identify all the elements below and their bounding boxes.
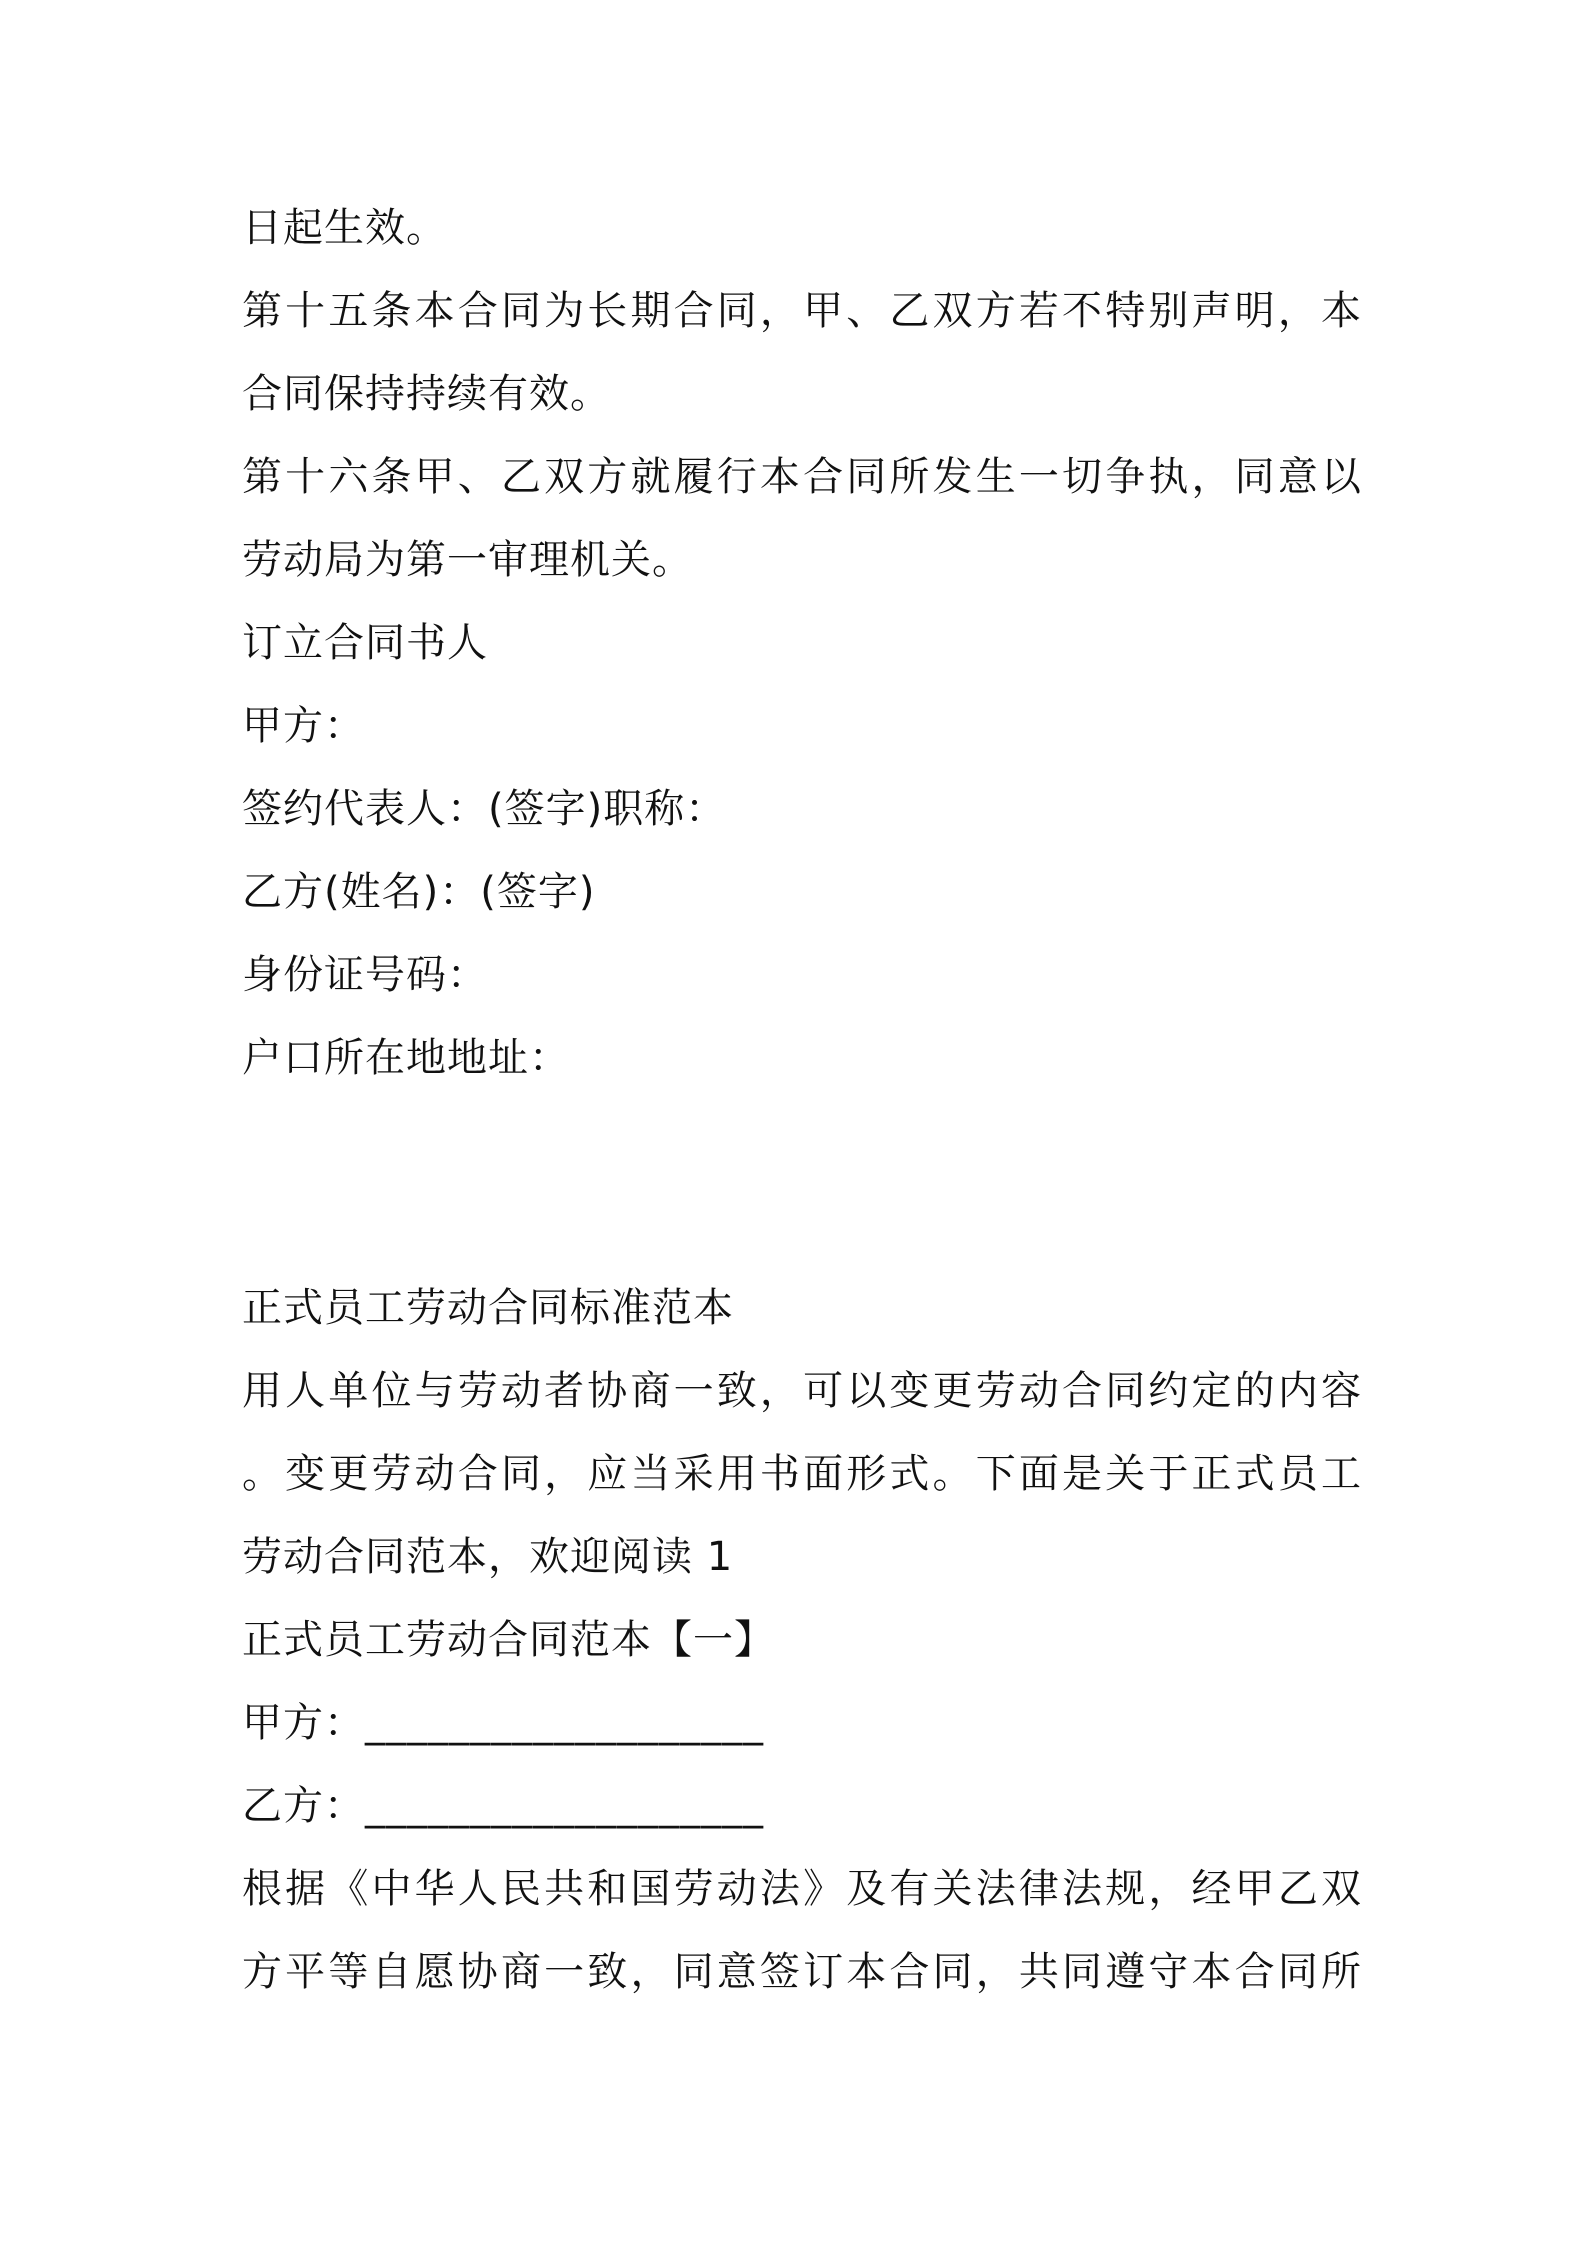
text-line-article-15: 第十五条本合同为长期合同，甲、乙双方若不特别声明，本 bbox=[242, 288, 1362, 334]
text-line-party-b-blank: 乙方：___________________ bbox=[242, 1783, 764, 1829]
text-line-party-a-blank: 甲方：___________________ bbox=[242, 1700, 764, 1746]
text-line-party-b: 乙方(姓名)：(签字) bbox=[242, 869, 596, 915]
text-line-party-a: 甲方： bbox=[242, 703, 365, 749]
text-line-intro-2: 。变更劳动合同，应当采用书面形式。下面是关于正式员工 bbox=[242, 1451, 1362, 1497]
text-line-representative: 签约代表人：(签字)职称： bbox=[242, 786, 727, 832]
text-line-signatories: 订立合同书人 bbox=[242, 620, 488, 666]
text-line-id-number: 身份证号码： bbox=[242, 952, 488, 998]
text-line-article-16-cont: 劳动局为第一审理机关。 bbox=[242, 537, 693, 583]
section-heading: 正式员工劳动合同范本【一】 bbox=[242, 1617, 775, 1663]
text-line-address: 户口所在地地址： bbox=[242, 1035, 570, 1081]
text-line-intro-1: 用人单位与劳动者协商一致，可以变更劳动合同约定的内容 bbox=[242, 1368, 1362, 1414]
text-line-article-16: 第十六条甲、乙双方就履行本合同所发生一切争执，同意以 bbox=[242, 454, 1362, 500]
text-line-intro-3: 劳动合同范本，欢迎阅读 1 bbox=[242, 1534, 734, 1580]
text-line-basis-1: 根据《中华人民共和国劳动法》及有关法律法规，经甲乙双 bbox=[242, 1866, 1362, 1912]
text-line-effective: 日起生效。 bbox=[242, 205, 447, 251]
text-line-article-15-cont: 合同保持持续有效。 bbox=[242, 371, 611, 417]
text-line-basis-2: 方平等自愿协商一致，同意签订本合同，共同遵守本合同所 bbox=[242, 1949, 1362, 1995]
document-title: 正式员工劳动合同标准范本 bbox=[242, 1285, 734, 1331]
